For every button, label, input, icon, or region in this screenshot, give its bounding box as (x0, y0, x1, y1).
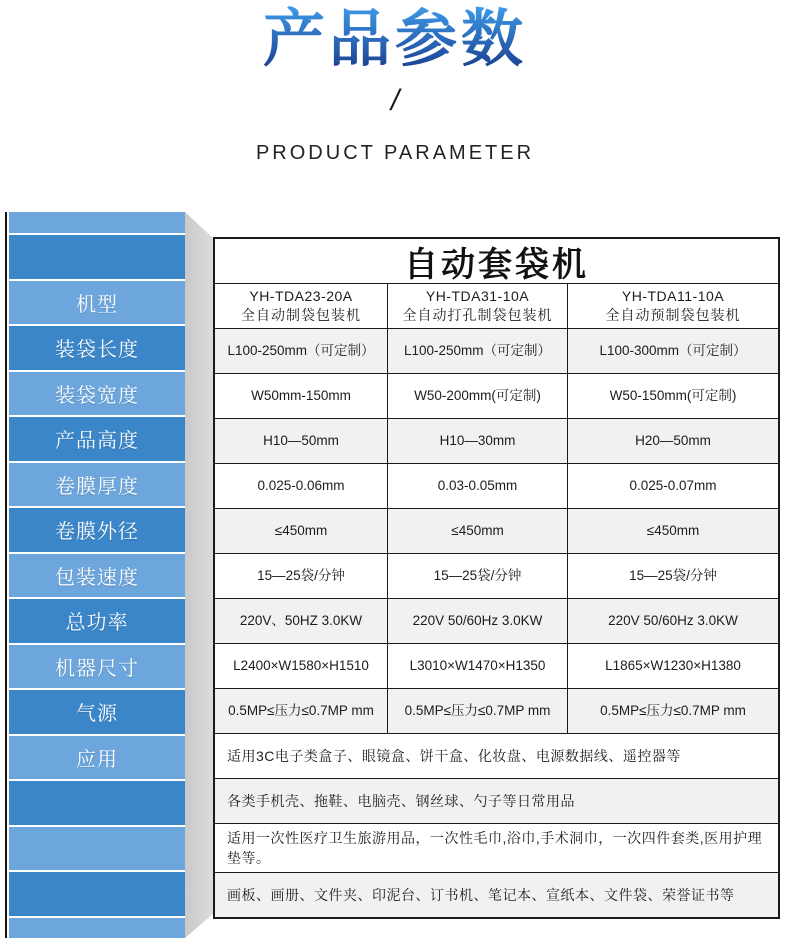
sidebar-row-label-bar (9, 326, 185, 370)
model-name: 全自动预制袋包装机 (605, 307, 741, 323)
sidebar-filler-bar (9, 827, 185, 871)
spec-cell: 0.025-0.07mm (567, 464, 778, 508)
spec-cell: L100-250mm（可定制） (387, 329, 567, 373)
spec-row (215, 598, 778, 643)
spec-row (215, 688, 778, 733)
spec-row (215, 418, 778, 463)
sidebar-row-label: 机型 (76, 293, 118, 316)
sidebar-row-label-bar (9, 736, 185, 780)
model-code: YH-TDA11-10A (621, 288, 725, 305)
model-name: 全自动打孔制袋包装机 (402, 307, 553, 323)
spec-cell: ≤450mm (567, 509, 778, 553)
spec-cell: 15—25袋/分钟 (387, 554, 567, 598)
sidebar-row-label: 机器尺寸 (55, 657, 139, 680)
sidebar-row-label-bar (9, 508, 185, 552)
spec-row (215, 553, 778, 598)
sidebar-row-label-bar (9, 417, 185, 461)
sidebar-row-label: 包装速度 (55, 566, 139, 589)
spec-cell: L100-300mm（可定制） (567, 329, 778, 373)
application-cell: 画板、画册、文件夹、印泥台、订书机、笔记本、宣纸本、文件袋、荣誉证书等 (215, 873, 778, 917)
application-row (215, 733, 778, 778)
spec-cell: 0.5MP≤压力≤0.7MP mm (567, 689, 778, 733)
sidebar-row-label: 产品高度 (55, 430, 139, 453)
spec-cell: 220V 50/60Hz 3.0KW (567, 599, 778, 643)
application-cell: 适用一次性医疗卫生旅游用品，一次性毛巾,浴巾,手术洞巾，一次四件套类,医用护理垫等。 (227, 830, 763, 866)
sidebar-row-label: 总功率 (65, 612, 129, 635)
sidebar-row-label-bar (9, 645, 185, 689)
application-row (215, 823, 778, 872)
spec-cell: 0.5MP≤压力≤0.7MP mm (387, 689, 567, 733)
spec-cell: L100-250mm（可定制） (215, 329, 387, 373)
spec-cell: 15—25袋/分钟 (257, 567, 345, 583)
spec-table (213, 237, 780, 919)
model-name: 全自动制袋包装机 (241, 307, 361, 323)
sidebar-row-label: 气源 (76, 703, 118, 726)
sidebar-row-label-bar (9, 554, 185, 598)
spec-row (215, 643, 778, 688)
sidebar-row-label-bar (9, 463, 185, 507)
divider-slash: / (390, 84, 400, 117)
spec-cell: L2400×W1580×H1510 (233, 657, 369, 673)
spec-cell: ≤450mm (215, 509, 387, 553)
page-subtitle: PRODUCT PARAMETER (255, 142, 535, 164)
sidebar-row-label-bar (9, 281, 185, 325)
spec-cell: 0.025-0.06mm (257, 477, 345, 493)
table-title: 自动套袋机 (404, 245, 589, 284)
spec-cell: L1865×W1230×H1380 (567, 644, 778, 688)
table-title-row (215, 239, 778, 283)
page-title: 产品参数 (0, 0, 790, 80)
spec-row (215, 463, 778, 508)
application-cell: 各类手机壳、拖鞋、电脑壳、钢丝球、勺子等日常用品 (215, 779, 778, 823)
spec-cell: W50-200mm(可定制) (387, 374, 567, 418)
application-row (215, 778, 778, 823)
application-row (215, 872, 778, 917)
spec-cell: ≤450mm (387, 509, 567, 553)
spec-cell: L3010×W1470×H1350 (387, 644, 567, 688)
sidebar-filler-bar (9, 781, 185, 825)
application-cell: 适用3C电子类盒子、眼镜盒、饼干盒、化妆盘、电源数据线、遥控器等 (227, 748, 681, 764)
model-column-header (387, 284, 567, 328)
model-code: YH-TDA31-10A (425, 288, 530, 305)
spec-cell: 0.03-0.05mm (387, 464, 567, 508)
spec-cell: 15—25袋/分钟 (567, 554, 778, 598)
spec-cell: W50-150mm(可定制) (567, 374, 778, 418)
sidebar-row-label: 应用 (76, 748, 118, 771)
model-code: YH-TDA23-20A (249, 288, 353, 305)
spec-row (215, 328, 778, 373)
sidebar-row-label-bar (9, 372, 185, 416)
spec-cell: H10—50mm (215, 419, 387, 463)
spec-cell: W50mm-150mm (251, 387, 351, 403)
sidebar-accent-line (5, 212, 7, 938)
spec-cell: H10—30mm (387, 419, 567, 463)
sidebar (9, 212, 185, 938)
sidebar-row-label-bar (9, 599, 185, 643)
sidebar-row-label: 装袋宽度 (55, 384, 139, 407)
spec-cell: 220V 50/60Hz 3.0KW (387, 599, 567, 643)
sidebar-filler-bar (9, 212, 185, 233)
spec-row (215, 508, 778, 553)
sidebar-row-label: 卷膜外径 (55, 521, 139, 544)
spec-cell: 220V、50HZ 3.0KW (215, 599, 387, 643)
sidebar-row-label: 装袋长度 (55, 339, 139, 362)
sidebar-shadow (185, 212, 213, 938)
sidebar-filler-bar (9, 872, 185, 916)
sidebar-row-label: 卷膜厚度 (55, 475, 139, 498)
model-column-header (567, 284, 778, 328)
spec-cell: H20—50mm (567, 419, 778, 463)
model-header-row (215, 283, 778, 328)
sidebar-row-label-bar (9, 690, 185, 734)
sidebar-filler-bar (9, 235, 185, 279)
model-column-header (215, 284, 387, 328)
sidebar-filler-bar (9, 918, 185, 938)
spec-row (215, 373, 778, 418)
spec-cell: 0.5MP≤压力≤0.7MP mm (215, 689, 387, 733)
